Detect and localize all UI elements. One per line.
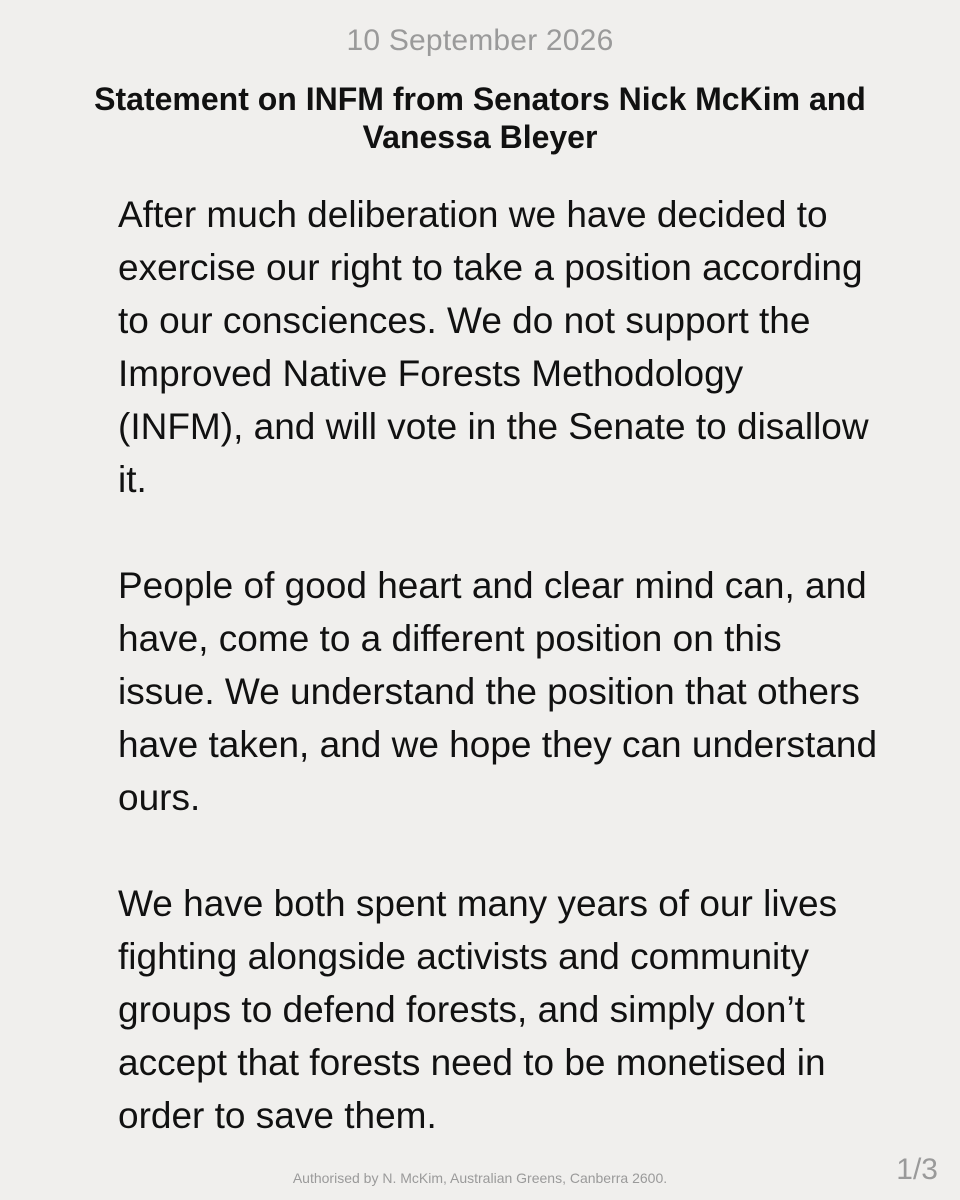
authorisation-footer: Authorised by N. McKim, Australian Greens, Canberra 2600. xyxy=(292,1170,668,1186)
statement-date: 10 September 2026 xyxy=(346,24,614,57)
page-indicator: 1/3 xyxy=(896,1153,938,1186)
paragraph-1: After much deliberation we have decided to exercise our right to take a position according to our consciences. We do not support the Improved Native Forests Methodology (INFM), and will vote in the Senate to disallow it. xyxy=(118,194,869,500)
statement-title: Statement on INFM from Senators Nick McKim and Vanessa Bleyer xyxy=(94,81,866,155)
statement-body xyxy=(118,188,878,1195)
paragraph-3: We have both spent many years of our lives fighting alongside activists and community groups to defend forests, and simply don’t accept that forests need to be monetised in order to save them. xyxy=(118,883,838,1136)
paragraph-2: People of good heart and clear mind can, and have, come to a different position on this issue. We understand the position that others have taken, and we hope they can understand ours. xyxy=(118,565,878,818)
